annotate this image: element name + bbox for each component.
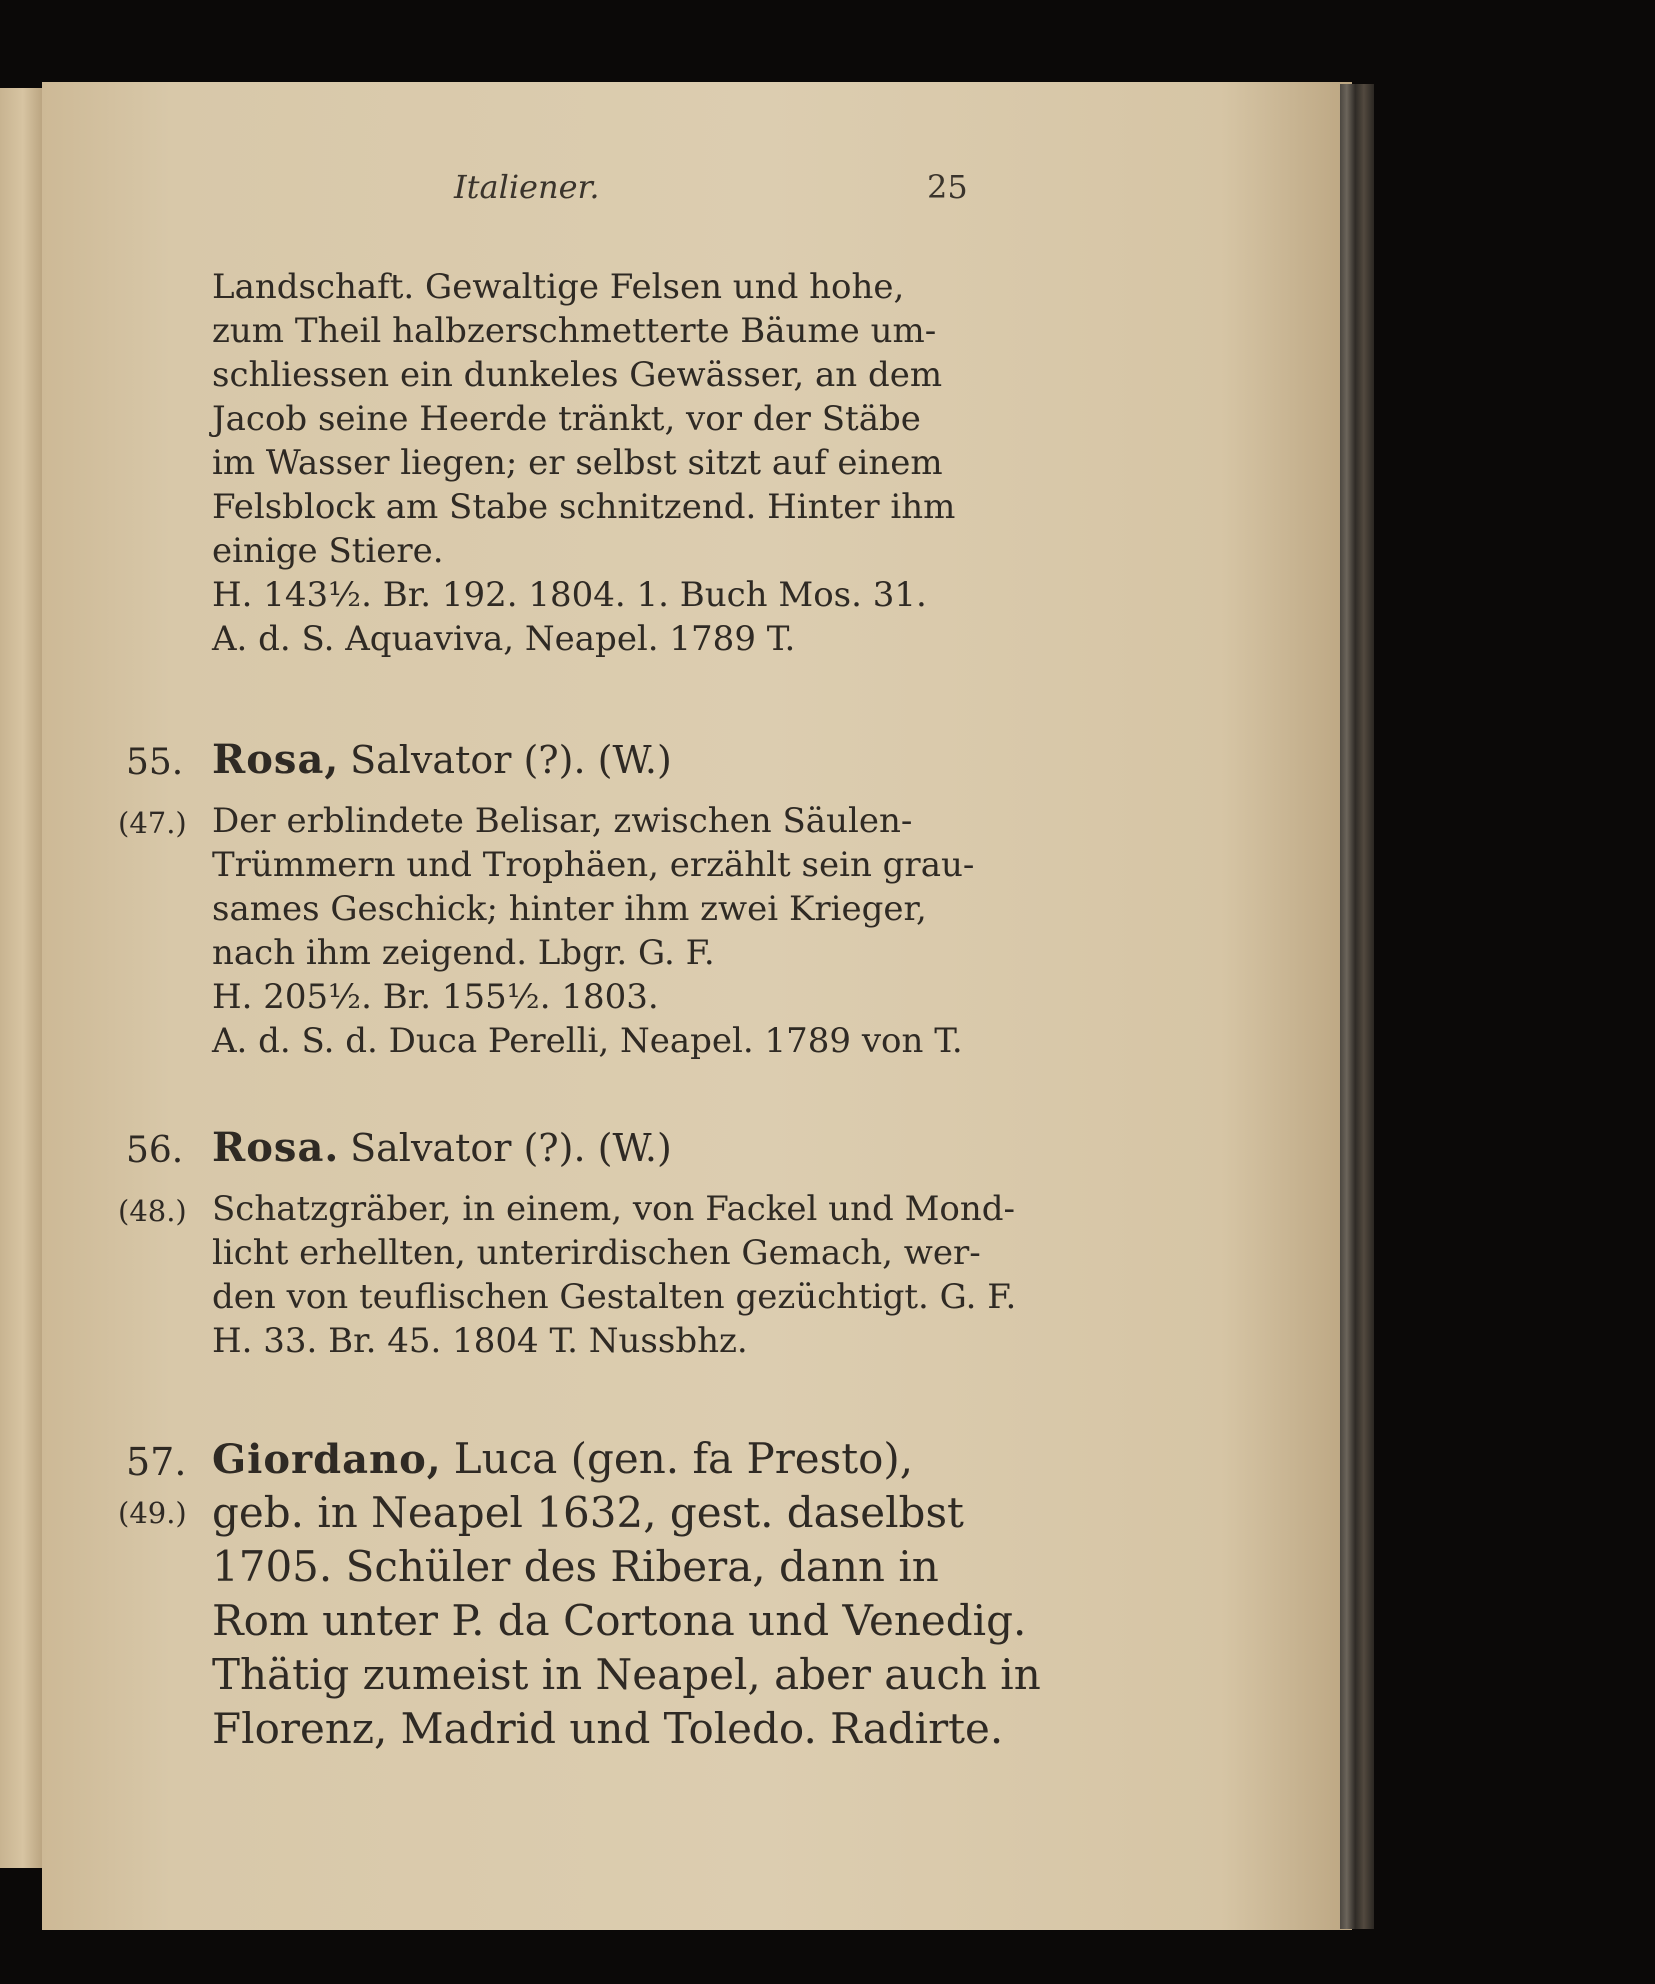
text-line: A. d. S. d. Duca Perelli, Neapel. 1789 von T.	[212, 1021, 963, 1061]
text-line: sames Geschick; hinter ihm zwei Krieger,	[212, 889, 927, 929]
text-line: Felsblock am Stabe schnitzend. Hinter ihm	[212, 487, 956, 527]
running-head-title: Italiener.	[454, 168, 600, 206]
page-number: 25	[927, 168, 968, 206]
artist-detail: Salvator (?). (W.)	[350, 738, 672, 782]
text-line: einige Stiere.	[212, 531, 444, 571]
book-fore-edge	[1340, 84, 1374, 1929]
text-line: geb. in Neapel 1632, gest. daselbst	[212, 1488, 964, 1537]
text-line: H. 33. Br. 45. 1804 T. Nussbhz.	[212, 1321, 748, 1361]
previous-page-edge	[0, 88, 46, 1868]
entry-heading	[212, 1124, 672, 1171]
text-line: nach ihm zeigend. Lbgr. G. F.	[212, 933, 715, 973]
text-line: licht erhellten, unterirdischen Gemach, wer-	[212, 1233, 981, 1273]
entry-number: 55.	[126, 742, 184, 783]
text-line: Landschaft. Gewaltige Felsen und hohe,	[212, 267, 905, 307]
text-line: im Wasser liegen; er selbst sitzt auf einem	[212, 443, 943, 483]
text-line: Rom unter P. da Cortona und Venedig.	[212, 1596, 1027, 1645]
entry-sub-number: (49.)	[118, 1496, 187, 1530]
entry-number: 57.	[126, 1440, 187, 1484]
text-line: zum Theil halbzerschmetterte Bäume um-	[212, 311, 937, 351]
text-line: H. 205½. Br. 155½. 1803.	[212, 977, 659, 1017]
text-line: Jacob seine Heerde tränkt, vor der Stäbe	[212, 399, 921, 439]
entry-heading	[212, 736, 672, 783]
text-line: Thätig zumeist in Neapel, aber auch in	[212, 1650, 1041, 1699]
text-line: schliessen ein dunkeles Gewässer, an dem	[212, 355, 943, 395]
text-line: Der erblindete Belisar, zwischen Säulen-	[212, 801, 913, 841]
artist-detail: Luca (gen. fa Presto),	[453, 1434, 914, 1483]
text-line: Schatzgräber, in einem, von Fackel und Mond-	[212, 1189, 1016, 1229]
artist-detail: Salvator (?). (W.)	[350, 1126, 672, 1170]
text-line: Trümmern und Trophäen, erzählt sein grau-	[212, 845, 975, 885]
artist-name: Giordano,	[212, 1436, 442, 1483]
entry-heading	[212, 1434, 914, 1483]
text-line: 1705. Schüler des Ribera, dann in	[212, 1542, 939, 1591]
entry-sub-number: (47.)	[118, 806, 187, 840]
text-line: H. 143½. Br. 192. 1804. 1. Buch Mos. 31.	[212, 575, 927, 615]
text-line: den von teuflischen Gestalten gezüchtigt. G. F.	[212, 1277, 1017, 1317]
artist-name: Rosa,	[212, 736, 340, 783]
text-line: Florenz, Madrid und Toledo. Radirte.	[212, 1704, 1004, 1753]
entry-number: 56.	[126, 1130, 184, 1171]
text-line: A. d. S. Aquaviva, Neapel. 1789 T.	[212, 619, 796, 659]
artist-name: Rosa.	[212, 1124, 340, 1171]
entry-sub-number: (48.)	[118, 1194, 187, 1228]
